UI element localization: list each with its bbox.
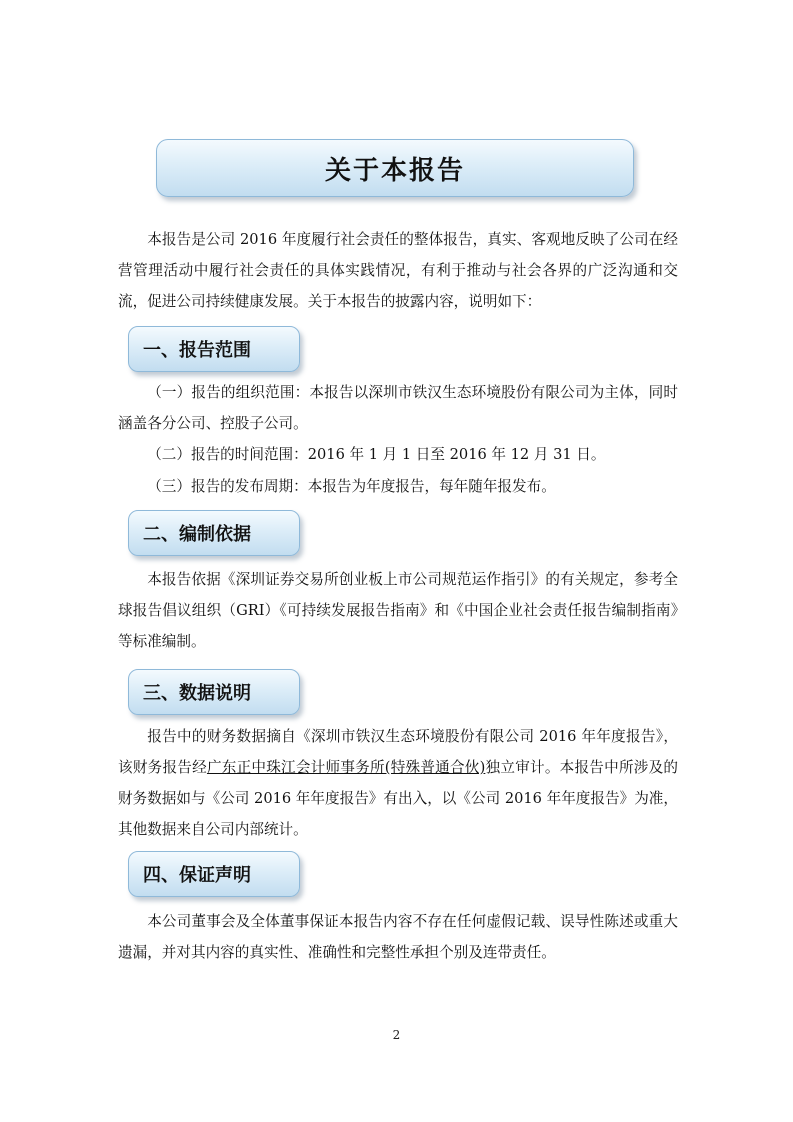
auditor-name: 广东正中珠江会计师事务所(特殊普通合伙) [206,759,486,776]
section-heading-box-data [128,669,300,715]
section-heading-box-basis [128,510,300,556]
basis-paragraph: 本报告依据《深圳证券交易所创业板上市公司规范运作指引》的有关规定，参考全球报告倡议组织（GRI）《可持续发展报告指南》和《中国企业社会责任报告编制指南》等标准编制。 [118,571,678,650]
section-heading-statement: 四、保证声明 [143,865,251,886]
data-paragraph-after: 独立审计。本报告中所涉及的财务数据如与《公司 2016 年年度报告》有出入，以《公司 2016 年年度报告》为准，其他数据来自公司内部统计。 [118,759,678,838]
section-heading-box-statement [128,851,300,897]
scope-paragraph-period: （二）报告的时间范围：2016 年 1 月 1 日至 2016 年 12 月 31 日。 [147,446,606,463]
intro-paragraph: 本报告是公司 2016 年度履行社会责任的整体报告，真实、客观地反映了公司在经营管理活动中履行社会责任的具体实践情况，有利于推动与社会各界的广泛沟通和交流，促进公司持续健康发展。关于本报告的披露内容，说明如下： [118,231,678,310]
section-heading-box-scope [128,326,300,372]
section-heading-data: 三、数据说明 [143,683,251,704]
page-title: 关于本报告 [324,155,465,186]
scope-paragraph-organization: （一）报告的组织范围：本报告以深圳市铁汉生态环境股份有限公司为主体，同时涵盖各分公司、控股子公司。 [118,384,678,432]
title-banner [156,139,634,197]
section-heading-basis: 二、编制依据 [143,524,251,545]
data-paragraph-before: 报告中的财务数据摘自《深圳市铁汉生态环境股份有限公司 2016 年年度报告》，该财务报告经 [118,728,678,776]
page-number: 2 [392,1028,401,1042]
scope-paragraph-cycle: （三）报告的发布周期：本报告为年度报告，每年随年报发布。 [147,478,556,495]
section-heading-scope: 一、报告范围 [143,340,251,361]
statement-paragraph: 本公司董事会及全体董事保证本报告内容不存在任何虚假记载、误导性陈述或重大遗漏，并对其内容的真实性、准确性和完整性承担个别及连带责任。 [118,913,678,961]
data-paragraph [118,721,678,845]
